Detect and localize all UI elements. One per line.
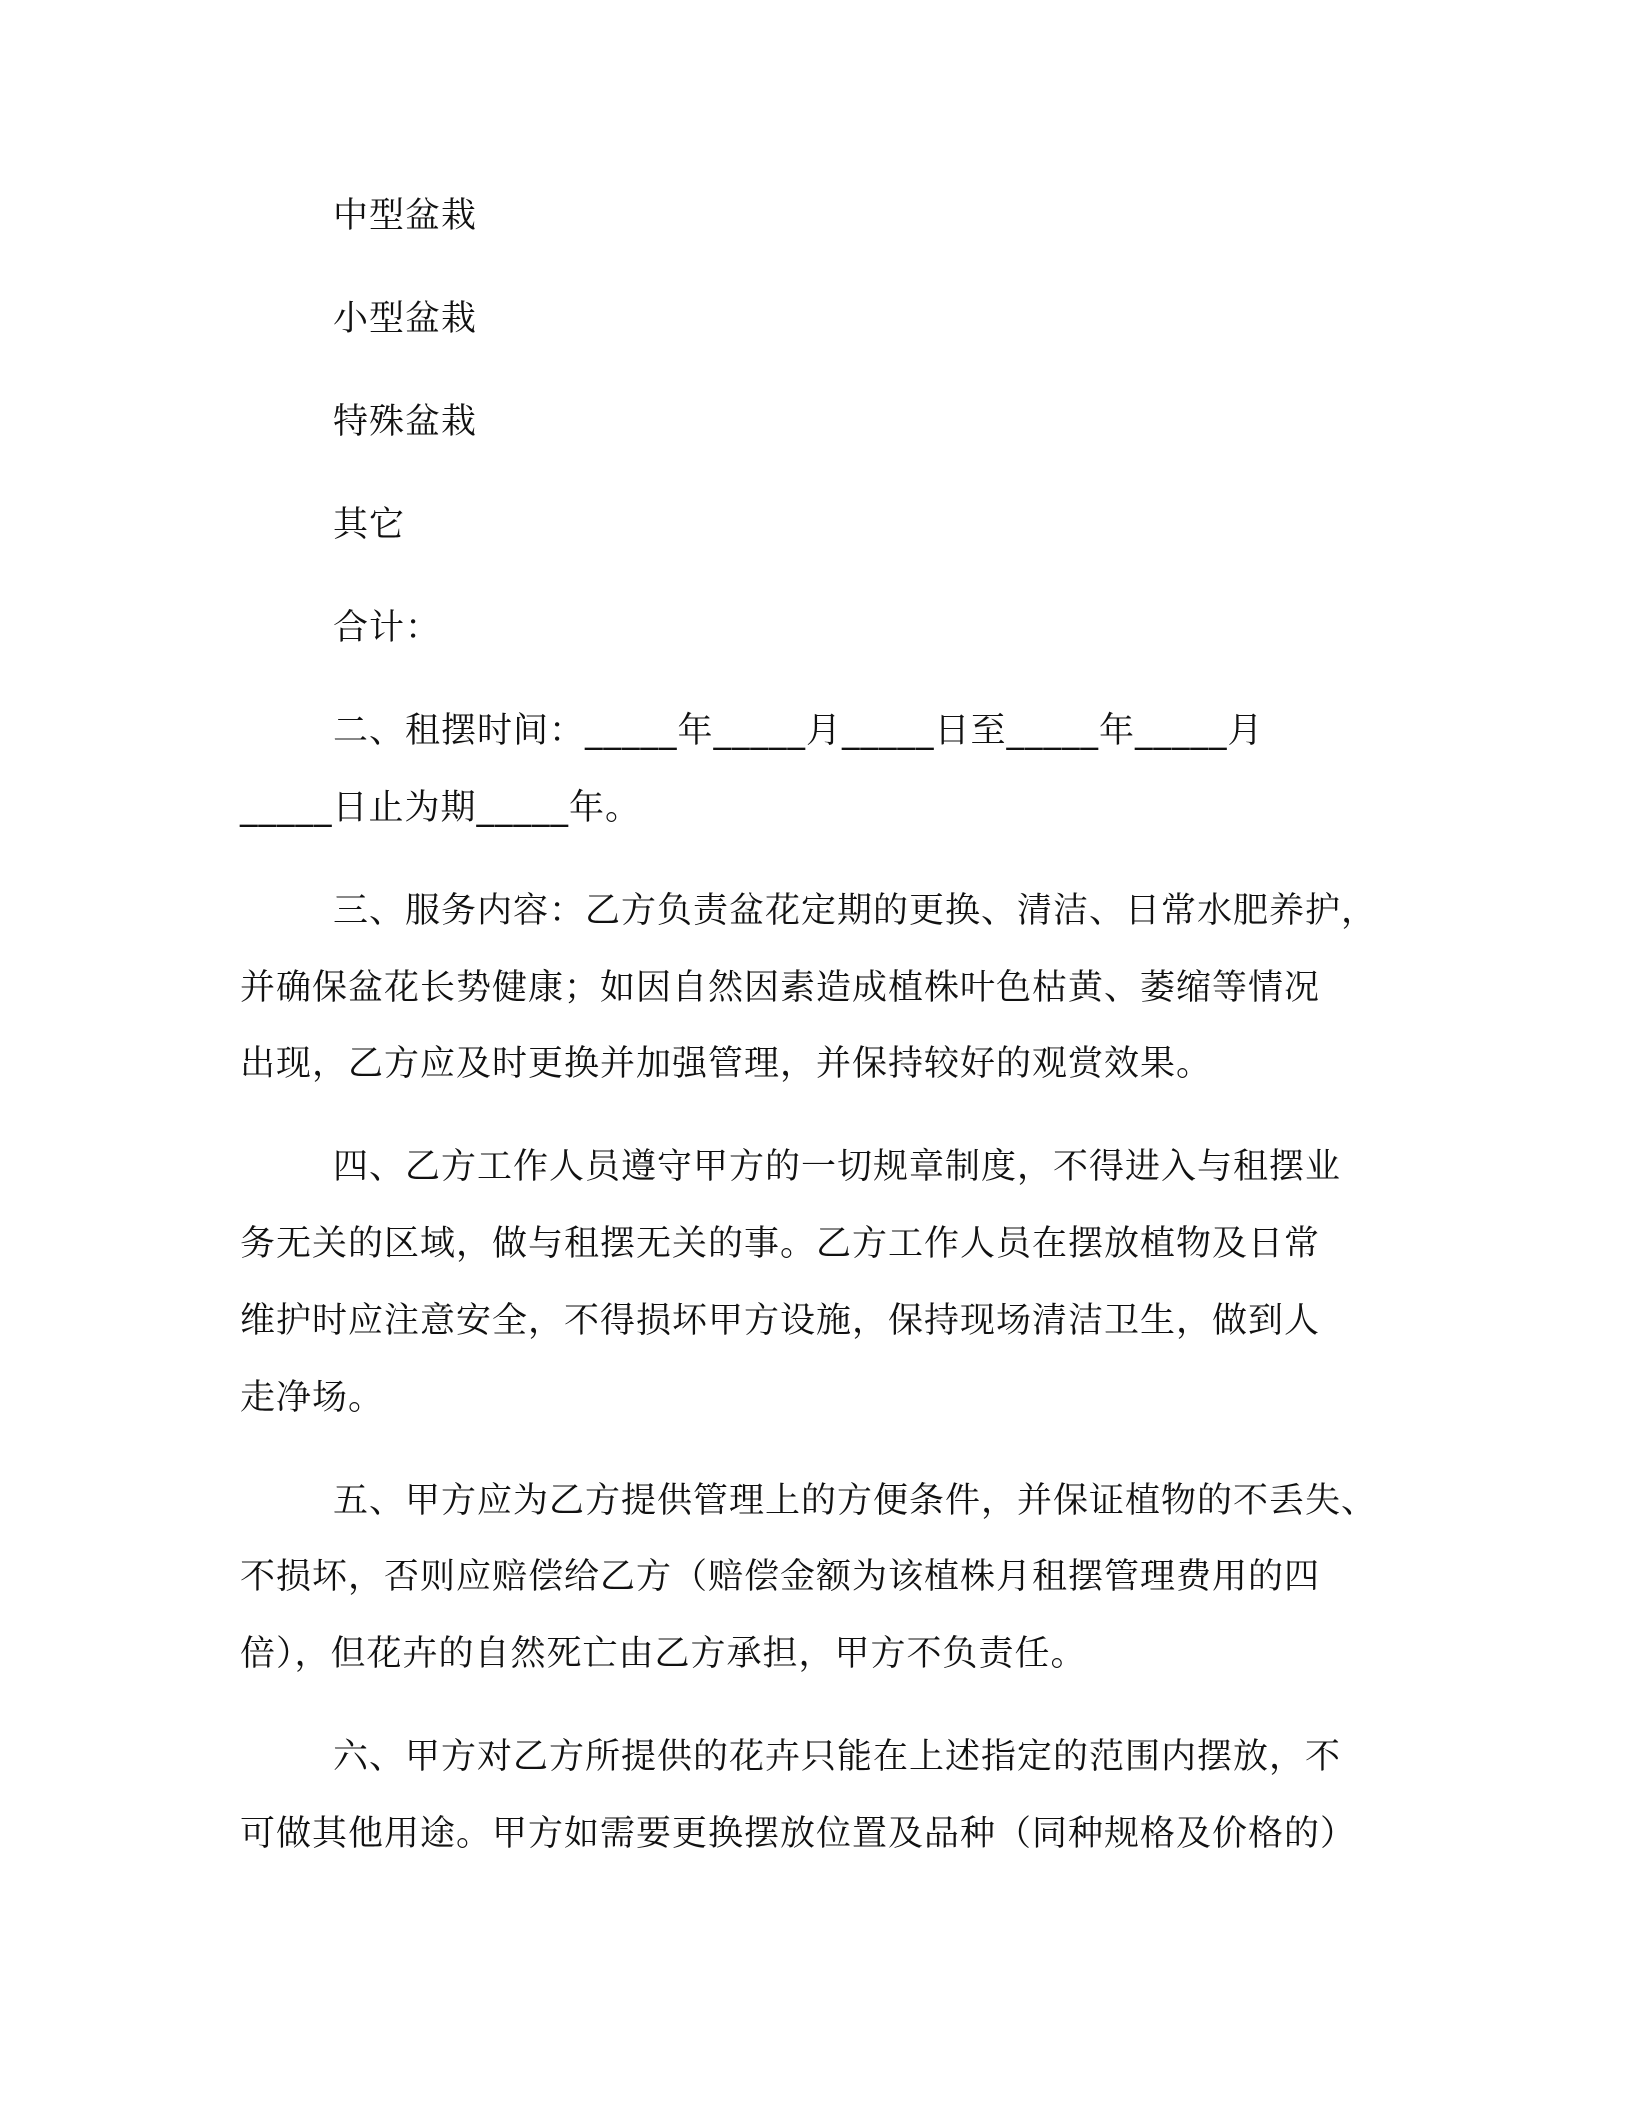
section-3-line-3: 出现，乙方应及时更换并加强管理，并保持较好的观赏效果。	[240, 1044, 1213, 1084]
section-5-line-2: 不损坏，否则应赔偿给乙方（赔偿金额为该植株月租摆管理费用的四	[240, 1557, 1321, 1597]
section-2-line-2: _____日止为期_____年。	[240, 788, 642, 828]
section-5-line-3: 倍），但花卉的自然死亡由乙方承担，甲方不负责任。	[240, 1634, 1087, 1674]
section-6-line-1: 六、甲方对乙方所提供的花卉只能在上述指定的范围内摆放，不	[333, 1737, 1342, 1777]
section-4-line-4: 走净场。	[240, 1378, 385, 1418]
section-4-line-1: 四、乙方工作人员遵守甲方的一切规章制度，不得进入与租摆业	[333, 1147, 1342, 1187]
item-special-bonsai: 特殊盆栽	[333, 402, 478, 442]
item-medium-bonsai: 中型盆栽	[333, 196, 478, 236]
section-2-line-1: 二、租摆时间：_____年_____月_____日至_____年_____月	[333, 711, 1264, 751]
section-4-line-2: 务无关的区域，做与租摆无关的事。乙方工作人员在摆放植物及日常	[240, 1224, 1321, 1264]
section-3-line-1: 三、服务内容：乙方负责盆花定期的更换、清洁、日常水肥养护，	[333, 891, 1378, 931]
item-other: 其它	[333, 505, 406, 545]
item-total: 合计：	[333, 608, 442, 648]
section-6-line-2: 可做其他用途。甲方如需要更换摆放位置及品种（同种规格及价格的）	[240, 1814, 1357, 1854]
section-3-line-2: 并确保盆花长势健康；如因自然因素造成植株叶色枯黄、萎缩等情况	[240, 968, 1321, 1008]
section-4-line-3: 维护时应注意安全，不得损坏甲方设施，保持现场清洁卫生，做到人	[240, 1301, 1321, 1341]
section-5-line-1: 五、甲方应为乙方提供管理上的方便条件，并保证植物的不丢失、	[333, 1481, 1378, 1521]
item-small-bonsai: 小型盆栽	[333, 299, 478, 339]
